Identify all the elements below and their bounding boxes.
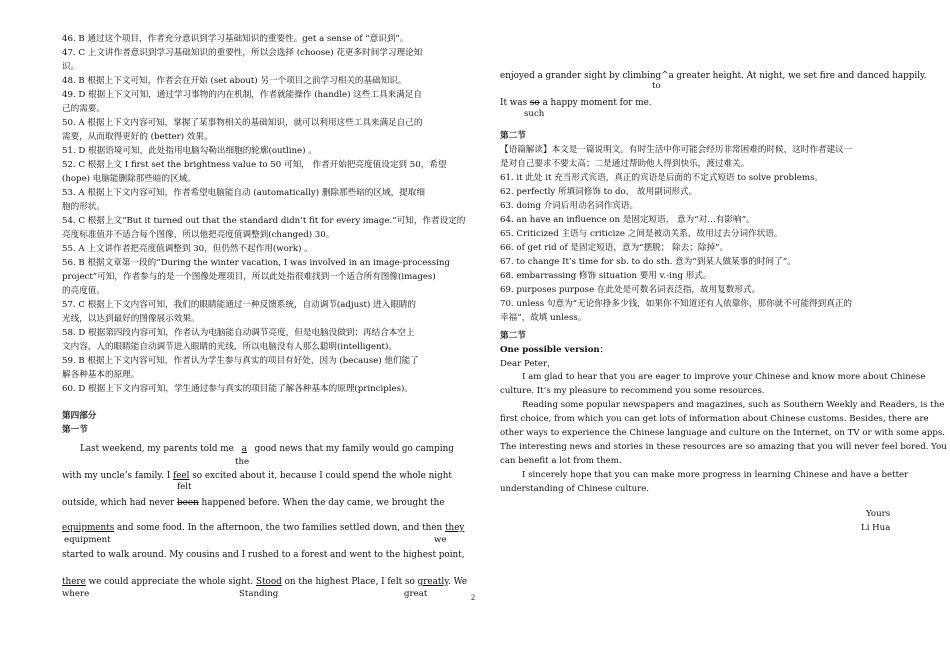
answer-line: 胞的形状。 [62,202,105,212]
possible-version: One possible version： [500,345,609,355]
answer-line: 53. A 根据上下文内容可知，作者希望电脑能自动 (automatically) 删除那些暗的区域，提取细 [62,188,425,198]
error-word: feel [172,471,190,481]
essay-line-7 [500,70,927,84]
error-word: equipments [62,523,115,533]
answer-line: 54. C 根据上文“But it turned out that the standard didn’t fit for every image.”可知，作者设定的 [62,216,466,226]
error-word: there [62,577,86,587]
analysis-line: 是对自己要求不要太高；二是通过帮助他人得到快乐，渡过难关。 [500,159,750,169]
section2-title: 第二节 [500,131,526,141]
analysis-line: 62. perfectly 所填词修饰 to do， 故用副词形式。 [500,187,698,197]
answer-line: 亮度标准值并不适合每个图像，所以他把亮度值调整到(changed) 30。 [62,230,335,240]
essay-text: good news that my family would go camping [251,444,454,454]
error-word: they [445,523,465,533]
answer-line: 的亮度值。 [62,286,105,296]
answer-line: 52. C 根据上文 I first set the brightness value to 50 可知， 作者开始把亮度值设定到 50，希望 [62,160,447,170]
analysis-line: 61. it 此处 it 充当形式宾语，真正的宾语是后面的不定式短语 to solve problems。 [500,173,824,183]
answer-line: 48. B 根据上下文可知，作者会在开始 (set about) 另一个项目之前学习相关的基础知识。 [62,76,407,86]
answer-line: 己的需要。 [62,104,105,114]
essay-text: . We [448,577,468,587]
essay-text: so excited about it, because I could spend the whole night [189,471,452,481]
letter-line: first choice, from which you can get lots of information about Chinese customs. Besides, there are [500,414,929,424]
answer-line: 识。 [62,62,80,72]
letter-closing: Yours [866,509,891,519]
correction: such [524,109,545,119]
insert-caret: ^ [661,71,669,81]
analysis-line: 63. doing 介词后用动名词作宾语。 [500,201,639,211]
analysis-line: 70. unless 句意为“无论你挣多少钱，如果你不知道还有人依靠你，那你就不可能得到真正的 [500,299,853,309]
letter-line: The interesting news and stories in these resources are so amazing that you will never feel bored. You [500,442,947,452]
answer-line: 51. D 根据语境可知，此处指用电脑勾勒出细胞的轮廓(outline) 。 [62,146,317,156]
correction: equipment [64,535,111,545]
essay-line-1 [80,443,454,457]
page-number: 2 [471,593,475,602]
answer-line: 58. D 根据第四段内容可知，作者认为电脑能自动调节亮度，但是电脑没做到；再结合本空上 [62,328,415,338]
answer-line: 46. B 通过这个项目，作者充分意识到学习基础知识的重要性。get a sense of “意识到”。 [62,34,409,44]
correction: felt [177,482,192,492]
essay-text: enjoyed a grander sight by climbing [500,71,662,81]
correction: the [235,457,250,467]
answer-line: 需要，从而取得更好的 (better) 效果。 [62,132,213,142]
deleted-word: so [529,98,540,108]
correction: great [404,589,428,599]
correction: we [434,535,447,545]
answer-line: 光线，以达到最好的图像展示效果。 [62,314,200,324]
letter-line: Reading some popular newspapers and magazines, such as Southern Weekly and Readers, is the [522,400,945,410]
essay-text: happened before. When the day came, we brought the [198,498,445,508]
letter-line: I am glad to hear that you are eager to improve your Chinese and know more about Chinese [522,372,926,382]
essay-line-8 [500,97,652,111]
letter-line: can benefit a lot from them. [500,456,622,466]
error-word: greatly [417,577,449,587]
error-word: a [241,444,247,454]
answer-line: 59. B 根据上下文内容可知，作者认为学生参与真实的项目有好处，因为 (because) 他们能了 [62,356,419,366]
essay-text: and some food. In the afternoon, the two families settled down, and then [114,523,445,533]
essay-line-2 [62,470,452,484]
letter-signature: Li Hua [861,523,891,533]
letter-line: other ways to experience the Chinese language and culture on the Internet, on TV or with some apps. [500,428,945,438]
correction: where [62,589,90,599]
essay-text: a happy moment for me. [539,98,652,108]
analysis-line: 65. Criticized 主语与 criticize 之间是被动关系，故用过去分词作状语。 [500,229,783,239]
answer-line: 49. D 根据上下文可知，通过学习事物的内在机制，作者就能操作 (handle) 这些工具来满足自 [62,90,422,100]
analysis-line: 67. to change It’s time for sb. to do sth. 意为“到某人做某事的时间了”。 [500,257,796,267]
answer-line: 55. A 上文讲作者把亮度值调整到 30，但仍然不起作用(work) 。 [62,244,313,254]
essay-line-4 [62,522,464,536]
essay-text: we could appreciate the whole sight. [85,577,256,587]
letter-line: understanding of Chinese culture. [500,484,650,494]
letter-line: I sincerely hope that you can make more progress in learning Chinese and have a better [522,470,909,480]
essay-line-5: started to walk around. My cousins and I rushed to a forest and went to the highest point, [62,550,465,560]
essay-text: on the highest Place, I felt so [281,577,418,587]
essay-text: a greater height. At night, we set fire and danced happily. [668,71,927,81]
answer-line: (hope) 电脑能删除那些暗的区域。 [62,174,196,184]
essay-text: It was [500,98,530,108]
answer-line: project”可知，作者参与的是一个图像处理项目，所以此处指很难找到一个适合所有图像(images) [62,272,436,282]
analysis-line: 68. embarrassing 修饰 situation 要用 v.-ing 形式。 [500,271,712,281]
answer-line: 56. B 根据文章第一段的“During the winter vacation, I was involved in an image-processing [62,258,450,268]
section1-title: 第一节 [62,425,88,435]
analysis-line: 66. of get rid of 是固定短语，意为“摆脱； 除去；除掉”。 [500,243,729,253]
analysis-line: 64. an have an influence on 是固定短语， 意为“对…有影响”。 [500,215,755,225]
analysis-line: 【语篇解读】本文是一篇说明文。有时生活中你可能会经历非常困难的时候，这时作者建议一 [500,145,853,155]
essay-line-3 [62,497,445,511]
error-word: Stood [256,577,282,587]
essay-text: with my uncle’s family. I [62,471,173,481]
essay-text: outside, which had never [62,498,178,508]
answer-line: 57. C 根据上下文内容可知，我们的眼睛能通过一种反馈系统，自动调节(adjust) 进入眼睛的 [62,300,417,310]
letter-line: culture. It’s my pleasure to recommend you some resources. [500,386,765,396]
answer-line: 60. D 根据上下文内容可知，学生通过参与真实的项目能了解各种基本的原理(principles)。 [62,384,413,394]
answer-line: 50. A 根据上下文内容可知，掌握了某事物相关的基础知识，就可以利用这些工具来满足自己的 [62,118,423,128]
answer-line: 解各种基本的原理。 [62,370,140,380]
essay-text: Last weekend, my parents told me [80,444,237,454]
analysis-line: 69. purposes purpose 在此处是可数名词表泛指，故用复数形式。 [500,285,761,295]
part4-title: 第四部分 [62,411,97,421]
answer-line: 47. C 上文讲作者意识到学习基础知识的重要性，所以会选择 (choose) 花更多时间学习理论知 [62,48,423,58]
deleted-word: been [177,498,199,508]
analysis-line: 幸福”，故填 unless。 [500,313,587,323]
answer-line: 文内容，人的眼睛能自动调节进入眼睛的光线，所以电脑没有人那么聪明(intelligent)。 [62,342,397,352]
correction: to [652,81,661,91]
letter-greeting: Dear Peter， [500,359,556,369]
section2b-title: 第二节 [500,331,526,341]
correction: Standing [239,589,279,599]
